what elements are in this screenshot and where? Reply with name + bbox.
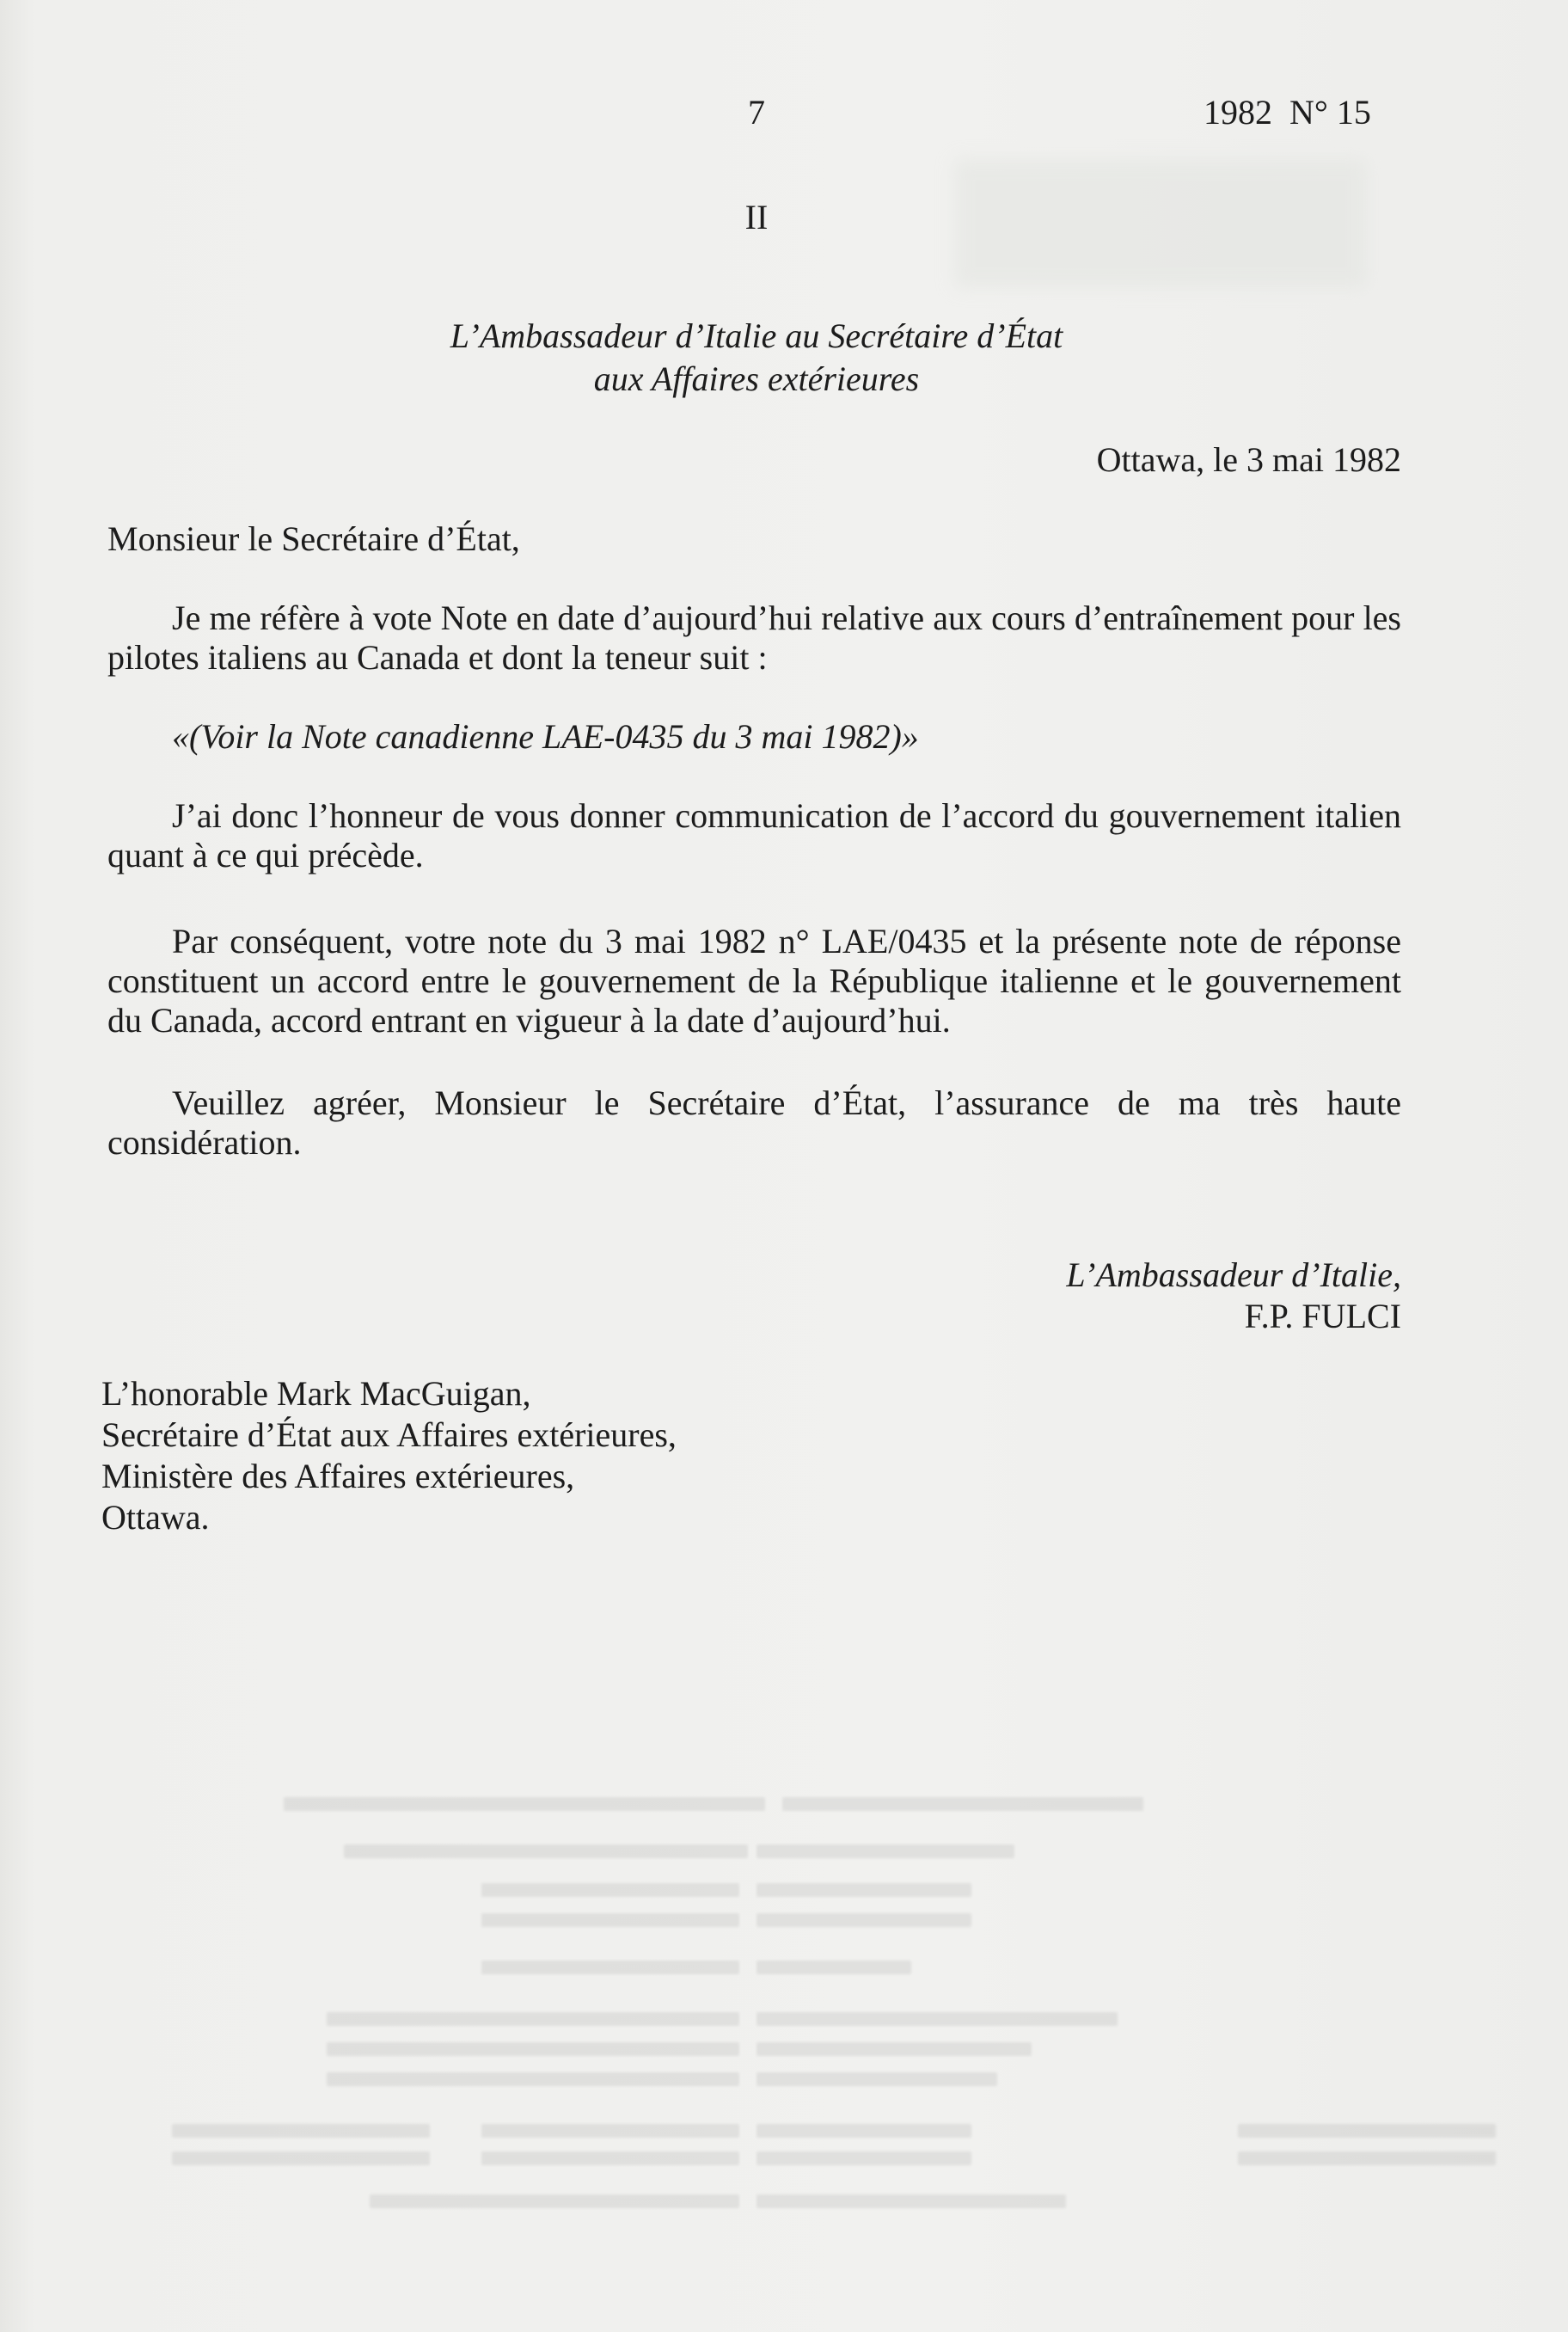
signature-title: L’Ambassadeur d’Italie,	[1066, 1255, 1401, 1294]
addressee-line-2: Secrétaire d’État aux Affaires extérieures,	[101, 1415, 677, 1454]
place-date: Ottawa, le 3 mai 1982	[1096, 440, 1401, 479]
addressee-line-4: Ottawa.	[101, 1498, 210, 1537]
salutation: Monsieur le Secrétaire d’État,	[107, 519, 520, 558]
addressee-line-1: L’honorable Mark MacGuigan,	[101, 1374, 531, 1413]
addressee-line-3: Ministère des Affaires extérieures,	[101, 1457, 575, 1495]
paragraph-agreement: Par conséquent, votre note du 3 mai 1982 n° LAE/0435 et la présente note de réponse constituent un accord entre le gouvernement de la République italienne et le gouvernement du Canada, accord entrant en vigueur à la date d’aujourd’hui.	[107, 922, 1401, 1040]
signature-name: F.P. FULCI	[1244, 1297, 1401, 1335]
title-line-2: aux Affaires extérieures	[593, 359, 920, 398]
section-number: II	[744, 198, 769, 236]
paragraph-closing: Veuillez agréer, Monsieur le Secrétaire d’État, l’assurance de ma très haute considération.	[107, 1083, 1401, 1162]
bleed-through-text	[0, 1754, 1568, 2236]
quoted-note-reference: «(Voir la Note canadienne LAE-0435 du 3 mai 1982)»	[172, 717, 919, 756]
year-number-header: 1982 N° 15	[1204, 93, 1371, 132]
paragraph-consent: J’ai donc l’honneur de vous donner communication de l’accord du gouvernement italien quant à ce qui précède.	[107, 796, 1401, 874]
title-line-1: L’Ambassadeur d’Italie au Secrétaire d’État	[450, 316, 1063, 355]
page-number: 7	[748, 93, 765, 132]
paragraph-reference: Je me réfère à vote Note en date d’aujourd’hui relative aux cours d’entraînement pour les pilotes italiens au Canada et dont la teneur suit :	[107, 598, 1401, 677]
